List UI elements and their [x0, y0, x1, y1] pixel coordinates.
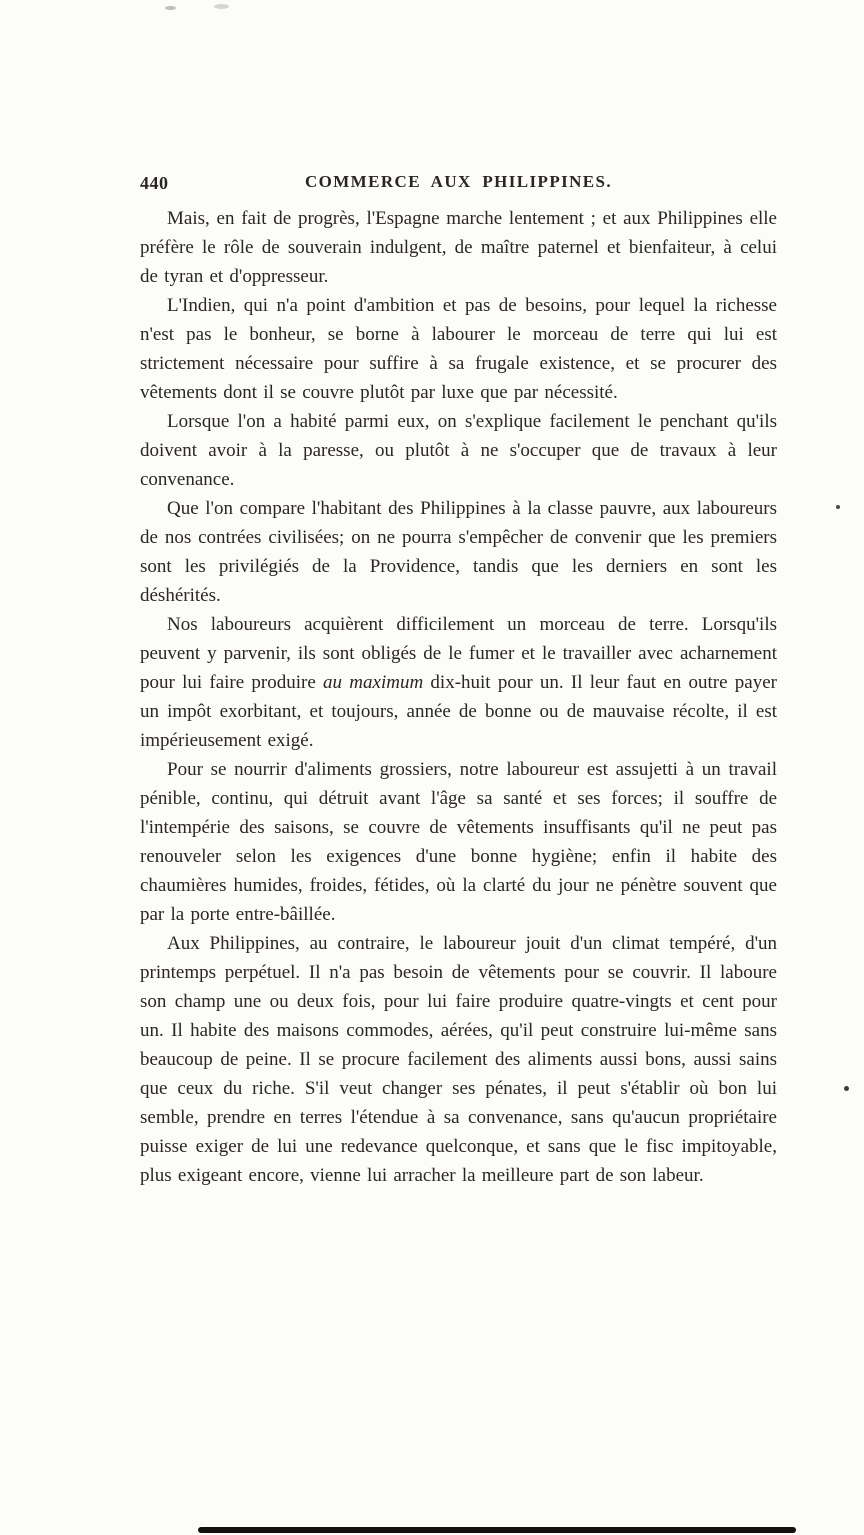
paragraph-6: Pour se nourrir d'aliments grossiers, notre laboureur est assujetti à un travail pénible, continu, qui détruit avant l'âge sa santé et ses forces; il souffre de l'intempérie des saisons, se couvre de vêtements insuffisants qu'il ne peut pas renouveler selon les exigences d'une bonne hygiène; enfin il habite des chaumières humides, froides, fétides, où la clarté du jour ne pénètre souvent que par la porte entre-bâillée. [140, 759, 777, 925]
page-number: 440 [140, 173, 169, 193]
page-body [140, 204, 777, 1190]
paragraph-2: L'Indien, qui n'a point d'ambition et pas de besoins, pour lequel la richesse n'est pas le bonheur, se borne à labourer le morceau de terre qui lui est strictement nécessaire pour suffire à sa frugale existence, et se procurer des vêtements dont il se couvre plutôt par luxe que par nécessité. [140, 295, 777, 403]
page-header [140, 172, 777, 198]
scan-speck [836, 505, 840, 509]
running-title: COMMERCE AUX PHILIPPINES. [304, 172, 613, 191]
scan-speck [844, 1086, 849, 1091]
scan-speck [214, 4, 229, 9]
scan-speck [165, 6, 176, 10]
paragraph-5-text: Nos laboureurs acquièrent difficilement un morceau de terre. Lorsqu'ils peuvent y parvenir, ils sont obligés de le fumer et le travailler avec acharnement pour lui faire produire [140, 614, 777, 693]
paragraph-4: Que l'on compare l'habitant des Philippines à la classe pauvre, aux laboureurs de nos contrées civilisées; on ne pourra s'empêcher de convenir que les premiers sont les privilégiés de la Providence, tandis que les derniers en sont les déshérités. [140, 498, 777, 606]
paragraph-5-text-cont: dix-huit pour un. Il leur faut en outre payer un impôt exorbitant, et toujours, année de bonne ou de mauvaise récolte, il est impérieusement exigé. [140, 672, 777, 751]
paragraph-3: Lorsque l'on a habité parmi eux, on s'explique facilement le penchant qu'ils doivent avoir à la paresse, ou plutôt à ne s'occuper que de travaux à leur convenance. [140, 411, 777, 490]
paragraph-7: Aux Philippines, au contraire, le laboureur jouit d'un climat tempéré, d'un printemps perpétuel. Il n'a pas besoin de vêtements pour se couvrir. Il laboure son champ une ou deux fois, pour lui faire produire quatre-vingts et cent pour un. Il habite des maisons commodes, aérées, qu'il peut construire lui-même sans beaucoup de peine. Il se procure facilement des aliments aussi bons, aussi sains que ceux du riche. S'il veut changer ses pénates, il peut s'établir où bon lui semble, prendre en terres l'étendue à sa convenance, sans qu'aucun propriétaire puisse exiger de lui une redevance quelconque, et sans que le fisc impitoyable, plus exigeant encore, vienne lui arracher la meilleure part de son labeur. [140, 933, 777, 1186]
paragraph-5 [140, 610, 777, 755]
paragraph-1: Mais, en fait de progrès, l'Espagne marche lentement ; et aux Philippines elle préfère le rôle de souverain indulgent, de maître paternel et bienfaiteur, à celui de tyran et d'oppresseur. [140, 208, 777, 287]
scan-edge-artifact [198, 1527, 796, 1533]
latin-phrase-italic: au maximum [323, 672, 424, 693]
